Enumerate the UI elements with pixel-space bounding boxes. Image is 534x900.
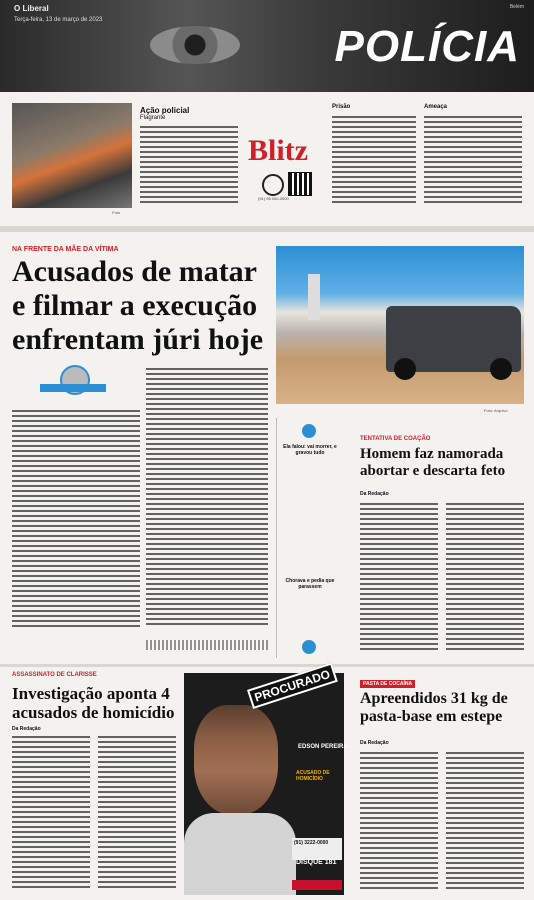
blitz-column-heading: Prisão (332, 104, 351, 110)
story-headline: Investigação aponta 4 acusados de homicídio (12, 684, 175, 722)
quote-icon (302, 424, 316, 438)
eye-photo (150, 26, 240, 64)
qr-code-icon (288, 172, 312, 196)
story-kicker: TENTATIVA DE COAÇÃO (360, 436, 431, 442)
blitz-column-heading: Ameaça (424, 104, 448, 110)
divider (276, 418, 277, 658)
blitz-logo: Blitz (248, 134, 308, 167)
pull-quote: Chorava e pedia que parassem (285, 578, 335, 590)
photo-credit: Foto (112, 210, 121, 215)
poster-name: EDSON PEREIRA (298, 744, 348, 750)
poster-red-band (292, 880, 342, 890)
story-kicker: NA FRENTE DA MÃE DA VÍTIMA (12, 246, 119, 253)
section-title: POLÍCIA (334, 22, 520, 71)
blitz-column-body (332, 116, 416, 206)
newspaper-brand: O Liberal (14, 4, 49, 13)
blitz-column-body (140, 126, 238, 206)
story-body-column (446, 752, 524, 892)
story-kicker: ASSASSINATO DE CLARISSE (12, 672, 97, 678)
story-byline: Da Redação (360, 491, 389, 497)
blitz-photo (12, 103, 132, 208)
divider (0, 226, 534, 232)
story-headline: Homem faz namorada abortar e descarta feto (360, 446, 506, 479)
blitz-column-subheading: Flagrante (140, 115, 166, 121)
story-body-column (446, 503, 524, 657)
whatsapp-icon (262, 174, 284, 196)
blitz-column-heading: Ação policial (140, 106, 190, 115)
story-headline: Acusados de matar e filmar a execução enfrentam júri hoje (12, 255, 264, 356)
story-headline: Apreendidos 31 kg de pasta-base em estepe (360, 690, 508, 725)
blitz-contact: (91) 98 000-0000 (258, 196, 289, 201)
quote-icon (302, 640, 316, 654)
pull-quote: Ela falou: vai morrer, e gravou tudo (283, 444, 337, 456)
author-band (40, 384, 106, 392)
poster-crime: ACUSADO DE HOMICÍDIO (296, 770, 330, 782)
poster-disque: DISQUE 181 (296, 859, 337, 866)
barcode (146, 640, 268, 650)
story-kicker: PASTA DE COCAÍNA (360, 680, 415, 688)
story-body-column (360, 752, 438, 892)
poster-stamp: PROCURADO (247, 663, 338, 709)
story-body-column (12, 736, 90, 894)
story-body-column (12, 410, 140, 638)
poster-phone: (91) 3222-0000 (294, 840, 329, 846)
story-body-column (98, 736, 176, 894)
story-body-column (146, 368, 268, 636)
main-story-photo (276, 246, 524, 404)
divider (0, 664, 534, 667)
edition-date: Terça-feira, 13 de março de 2023 (14, 17, 103, 23)
photo-credit: Foto: Arquivo (484, 408, 508, 413)
story-byline: Da Redação (360, 740, 389, 746)
header-corner-note: Belém (509, 4, 524, 10)
blitz-column-body (424, 116, 522, 206)
story-byline: Da Redação (12, 726, 41, 732)
story-body-column (360, 503, 438, 657)
